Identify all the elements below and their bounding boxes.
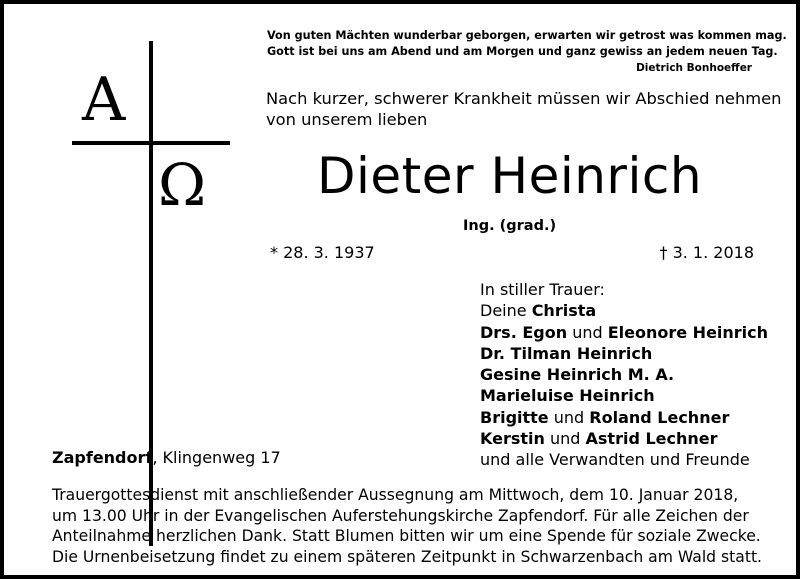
mourner-name: Marieluise Heinrich (480, 386, 655, 406)
mourner-row (480, 407, 768, 428)
notice-line-3: Anteilnahme herzlichen Dank. Statt Blumen bitten wir um eine Spende für soziale Zwecke. (52, 527, 761, 545)
notice-line-1: Trauergottesdienst mit anschließender Aussegnung am Mittwoch, dem 10. Januar 2018, (52, 486, 739, 504)
death-date: † 3. 1. 2018 (659, 243, 754, 262)
mourner-name: Roland Lechner (589, 407, 730, 427)
mourner-row (480, 300, 768, 321)
mourner-row (480, 343, 768, 364)
mourner-row (480, 322, 768, 343)
mourner-name: Drs. Egon (480, 322, 568, 342)
deceased-name: Dieter Heinrich (317, 147, 703, 205)
mourner-row (480, 385, 768, 406)
quote-author: Dietrich Bonhoeffer (636, 62, 752, 74)
omega-symbol: Ω (158, 151, 207, 219)
mourner-name: Kerstin (480, 429, 545, 449)
mourner-row (480, 428, 768, 449)
cross-vertical-bar (149, 41, 153, 546)
mourner-row: und alle Verwandten und Freunde (480, 450, 750, 470)
cross-horizontal-bar (72, 141, 230, 145)
mourner-name: Christa (531, 301, 597, 321)
deceased-title: Ing. (grad.) (463, 218, 557, 234)
mourners-list (480, 279, 768, 471)
service-notice (52, 485, 763, 567)
address-street: , Klingenweg 17 (152, 448, 281, 467)
alpha-symbol: A (82, 65, 126, 135)
address (52, 448, 281, 467)
mourner-text: und (548, 407, 590, 427)
bonhoeffer-quote (267, 28, 787, 60)
intro-line-2: von unserem lieben (266, 110, 428, 129)
mourner-text: und (544, 429, 586, 449)
notice-line-2: um 13.00 Uhr in der Evangelischen Auferstehungskirche Zapfendorf. Für alle Zeichen der (52, 506, 749, 525)
notice-line-4: Die Urnenbeisetzung findet zu einem späteren Zeitpunkt in Schwarzenbach am Wald statt. (52, 547, 763, 566)
quote-line-1: Von guten Mächten wunderbar geborgen, erwarten wir getrost was kommen mag. (267, 29, 787, 42)
intro-text (266, 88, 781, 130)
mourner-name: Gesine Heinrich M. A. (480, 365, 675, 385)
mourner-text: Deine (480, 301, 532, 321)
mourner-name: Dr. Tilman Heinrich (480, 343, 653, 363)
mourner-name: Eleonore Heinrich (607, 322, 769, 342)
intro-line-1: Nach kurzer, schwerer Krankheit müssen wir Abschied nehmen (266, 89, 782, 108)
address-town: Zapfendorf (52, 448, 153, 467)
mourner-row (480, 364, 768, 385)
mourners-heading: In stiller Trauer: (480, 280, 605, 299)
mourner-text: und (567, 322, 608, 342)
mourner-name: Astrid Lechner (585, 429, 718, 449)
quote-line-2: Gott ist bei uns am Abend und am Morgen und ganz gewiss an jedem neuen Tag. (267, 45, 778, 58)
mourner-name: Brigitte (480, 407, 549, 427)
birth-date: * 28. 3. 1937 (270, 243, 375, 262)
